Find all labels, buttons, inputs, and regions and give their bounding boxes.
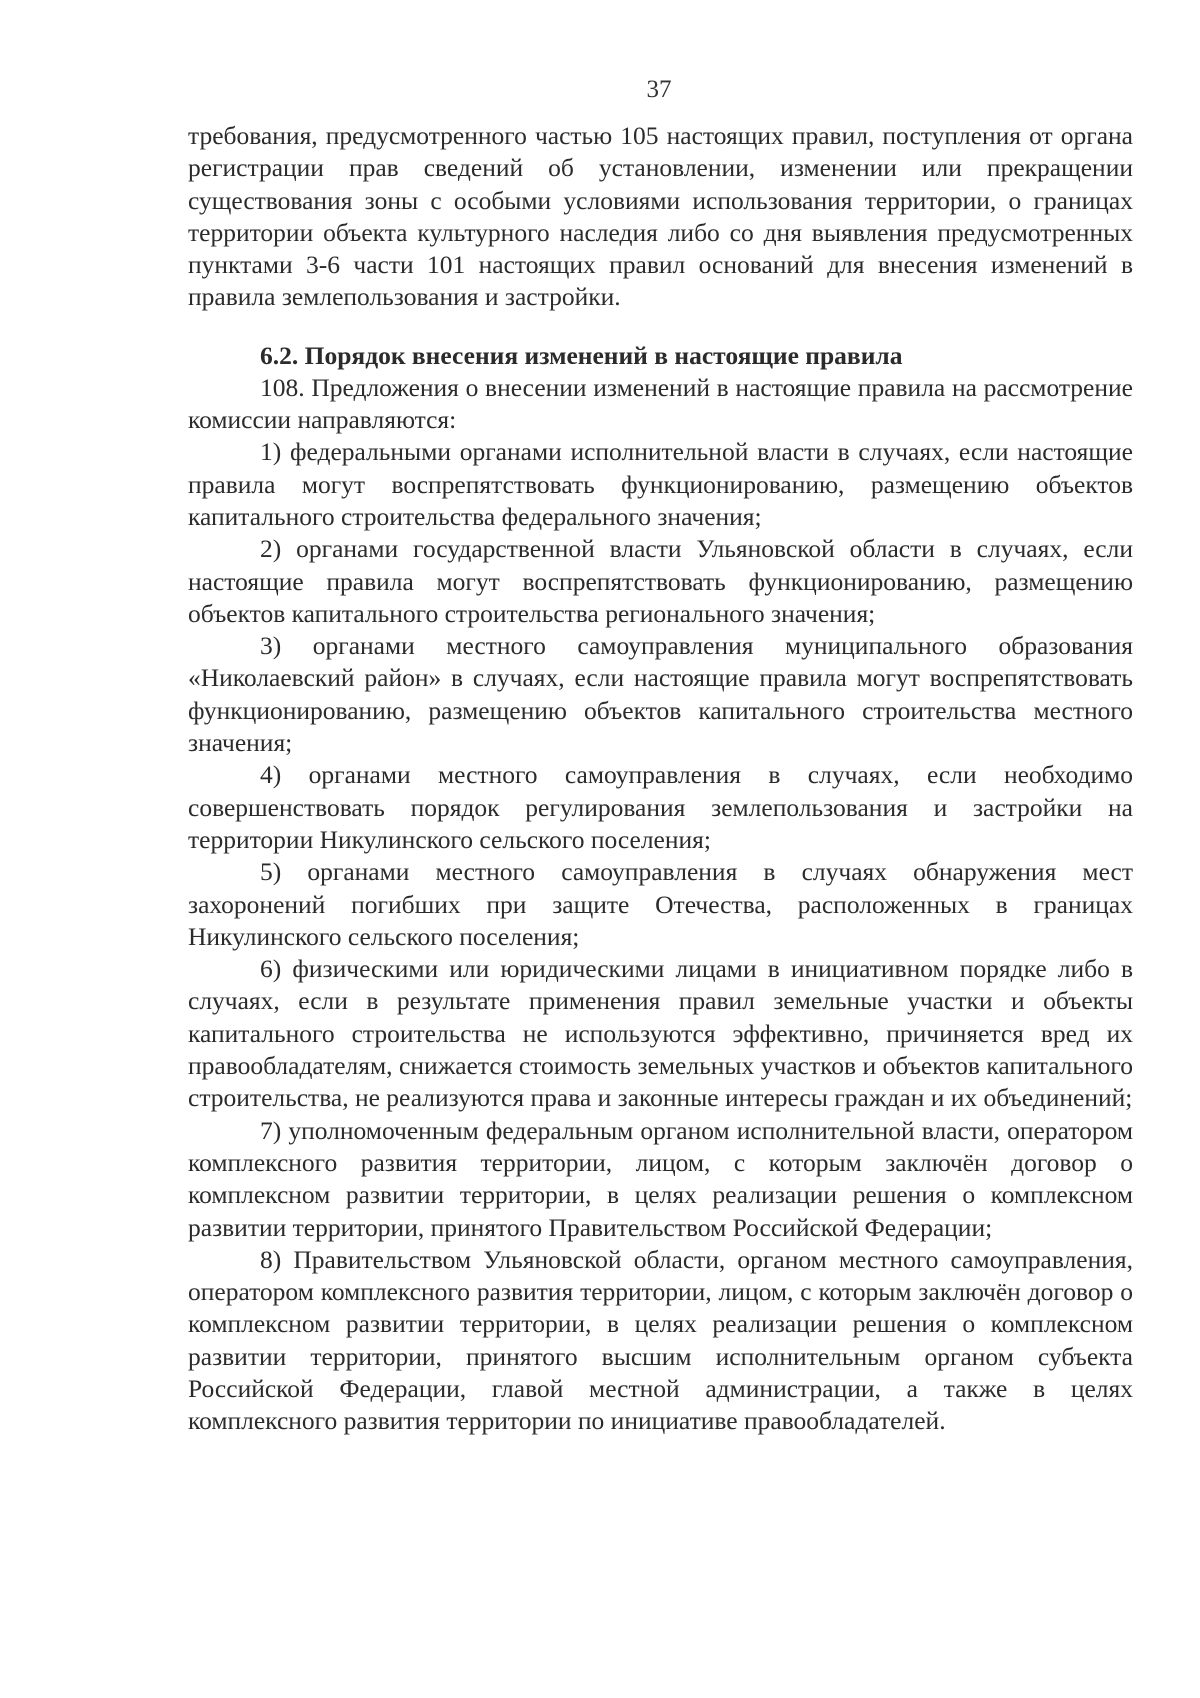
list-item-5: 5) органами местного самоуправления в случаях обнаружения мест захоронений погибших при защите Отечества, расположенных в границах Никулинского сельского поселения; xyxy=(188,857,1133,951)
page-number: 37 xyxy=(646,76,672,103)
list-item-1: 1) федеральными органами исполнительной власти в случаях, если настоящие правила могут воспрепятствовать функционированию, размещению объектов капитального строительства федерального значения; xyxy=(188,437,1133,531)
section-heading: 6.2. Порядок внесения изменений в настоящие правила xyxy=(260,340,903,370)
list-item-3: 3) органами местного самоуправления муниципального образования «Николаевский район» в случаях, если настоящие правила могут воспрепятствовать функционированию, размещению объектов капитального строительства местного значения; xyxy=(188,631,1133,758)
list-item-2: 2) органами государственной власти Ульяновской области в случаях, если настоящие правила могут воспрепятствовать функционированию, размещению объектов капитального строительства регионального значения; xyxy=(188,534,1133,628)
intro-paragraph: требования, предусмотренного частью 105 настоящих правил, поступления от органа регистрации прав сведений об установлении, изменении или прекращении существования зоны с особыми условиями использования территории, о границах территории объекта культурного наследия либо со дня выявления предусмотренных пунктами 3-6 части 101 настоящих правил оснований для внесения изменений в правила землепользования и застройки. xyxy=(188,121,1133,312)
list-item-8: 8) Правительством Ульяновской области, органом местного самоуправления, оператором комплексного развития территории, лицом, с которым заключён договор о комплексном развитии территории, в целях реализации решения о комплексном развитии территории, принятого высшим исполнительным органом субъекта Российской Федерации, главой местной администрации, а также в целях комплексного развития территории по инициативе правообладателей. xyxy=(188,1244,1133,1436)
list-item-4: 4) органами местного самоуправления в случаях, если необходимо совершенствовать порядок регулирования землепользования и застройки на территории Никулинского сельского поселения; xyxy=(188,760,1133,854)
item-108-paragraph: 108. Предложения о внесении изменений в настоящие правила на рассмотрение комиссии направляются: xyxy=(188,372,1133,435)
list-item-7: 7) уполномоченным федеральным органом исполнительной власти, оператором комплексного развития территории, лицом, с которым заключён договор о комплексном развитии территории, в целях реализации решения о комплексном развитии территории, принятого Правительством Российской Федерации; xyxy=(188,1115,1133,1242)
document-body xyxy=(188,120,1133,1438)
list-item-6: 6) физическими или юридическими лицами в инициативном порядке либо в случаях, если в результате применения правил земельные участки и объекты капитального строительства не используются эффективно, причиняется вред их правообладателям, снижается стоимость земельных участков и объектов капитального строительства, не реализуются права и законные интересы граждан и их объединений; xyxy=(188,954,1133,1113)
